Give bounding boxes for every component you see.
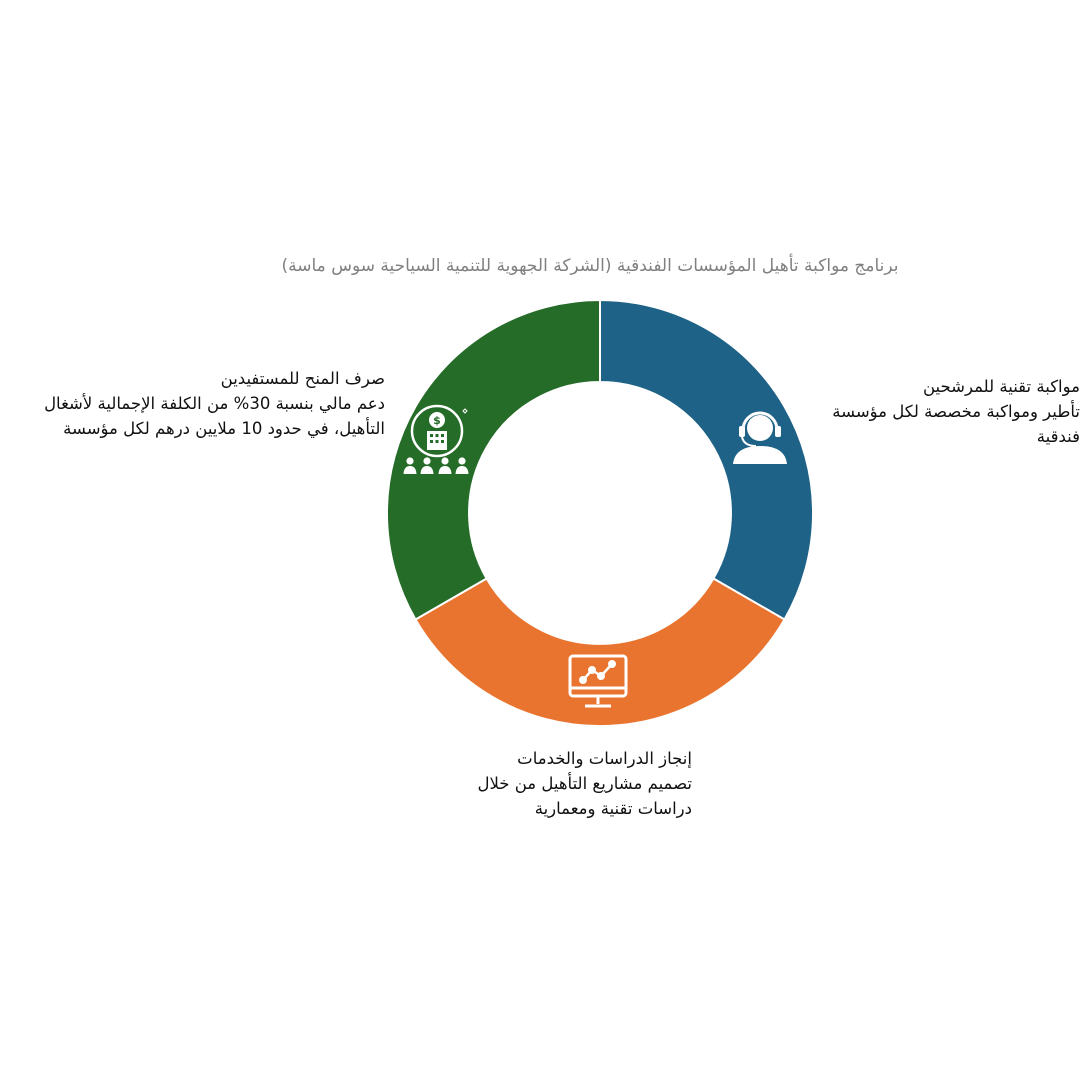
segment-text: دعم مالي بنسبة 30% من الكلفة الإجمالية لأشغال التأهيل، في حدود 10 ملايين درهم لكل مؤسسة <box>44 394 385 438</box>
label-technical-support <box>790 374 1080 449</box>
diagram-title: برنامج مواكبة تأهيل المؤسسات الفندقية (الشركة الجهوية للتنمية السياحية سوس ماسة) <box>281 256 899 276</box>
segment-studies <box>416 579 785 727</box>
segment-heading: إنجاز الدراسات والخدمات <box>517 749 692 768</box>
segment-text: تأطير ومواكبة مخصصة لكل مؤسسة فندقية <box>832 402 1080 446</box>
label-grants <box>10 366 385 441</box>
segment-grants <box>387 300 600 620</box>
segment-heading: صرف المنح للمستفيدين <box>220 369 385 388</box>
svg-text:$: $ <box>433 414 441 427</box>
segment-text: تصميم مشاريع التأهيل من خلال دراسات تقنية ومعمارية <box>477 774 692 818</box>
label-studies <box>420 746 692 821</box>
segment-heading: مواكبة تقنية للمرشحين <box>922 377 1080 396</box>
